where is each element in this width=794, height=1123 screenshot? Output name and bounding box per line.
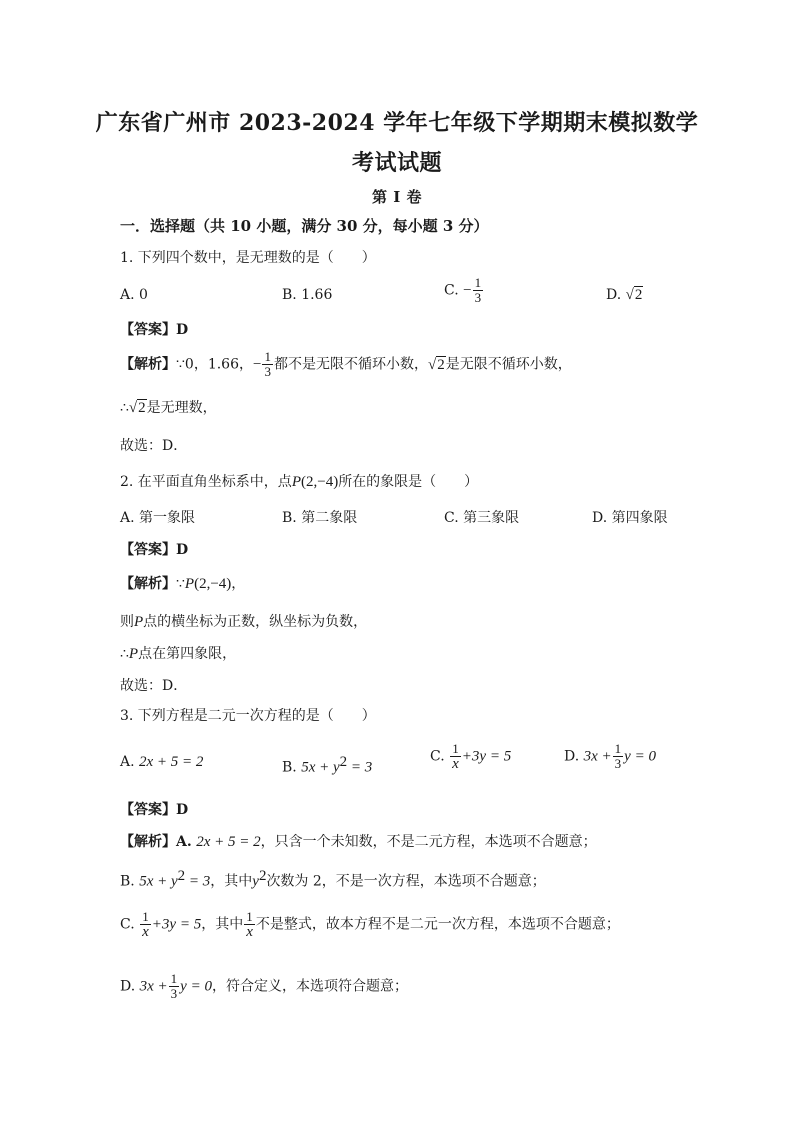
equation: 2x + 5 = 2: [196, 834, 261, 850]
q1-option-d-label: D.: [606, 287, 622, 303]
q3-explanation-c: [120, 910, 620, 939]
fraction: [262, 350, 273, 379]
equation: = 3: [347, 759, 373, 776]
q2-stem: [120, 472, 478, 492]
q3-explanation-d: [120, 972, 408, 1001]
equation: 2x + 5 = 2: [139, 754, 204, 770]
explanation-text: ∵0，1.66，: [176, 356, 253, 373]
q1-explanation-line1: [120, 350, 572, 379]
minus-sign: −: [253, 356, 262, 373]
document-title-line2: 考试试题: [351, 150, 442, 176]
q2-answer: 【答案】D: [120, 542, 189, 558]
explanation-text: ，其中: [201, 916, 244, 933]
q3-option-b-label: B.: [282, 759, 297, 776]
q1-choice: 故选：D．: [120, 438, 188, 454]
section-heading: 一．选择题（共 10 小题，满分 30 分，每小题 3 分）: [120, 217, 489, 235]
equation: = 3: [185, 873, 211, 890]
q3-option-a-label: A.: [120, 754, 135, 770]
q3-option-d-label: D.: [564, 748, 580, 765]
option-label: B.: [120, 873, 135, 890]
exponent: 2: [177, 868, 186, 884]
fraction: [450, 742, 461, 771]
therefore-symbol: ∴: [120, 646, 129, 662]
fraction: [244, 910, 255, 939]
equation: y = 0: [180, 978, 212, 995]
fraction-numerator: 1: [170, 971, 178, 986]
q2-explanation-line3: [120, 644, 236, 664]
fraction: [169, 972, 180, 1001]
q3-answer: 【答案】D: [120, 802, 189, 818]
therefore-symbol: ∴: [120, 400, 129, 416]
equation: 5x + y: [139, 873, 178, 890]
fraction-numerator: 1: [264, 349, 271, 364]
q1-option-d: [606, 285, 643, 305]
q1-option-c-label: C.: [444, 282, 459, 299]
explanation-text: ，: [231, 576, 246, 592]
q3-option-a: [120, 752, 203, 772]
explanation-text: 都不是无限不循环小数，: [273, 356, 428, 373]
fraction-denominator: 3: [474, 290, 482, 305]
sqrt-symbol: √2: [427, 356, 445, 373]
exponent: 2: [339, 754, 348, 770]
point-coordinates: (2,−4): [194, 576, 232, 592]
point-variable: P: [184, 576, 195, 592]
explanation-text: ，只含一个未知数，不是二元方程，本选项不合题意；: [260, 834, 597, 850]
q3-explanation-b: [120, 866, 546, 892]
fraction: [140, 910, 151, 939]
fraction-denominator: x: [452, 756, 459, 772]
q1-option-a: A. 0: [120, 287, 148, 303]
radicand: 2: [437, 356, 445, 373]
q2-option-b: B. 第二象限: [282, 510, 358, 526]
fraction-numerator: 1: [246, 909, 253, 924]
explanation-label: 【解析】A.: [120, 834, 192, 850]
q3-option-c: [430, 742, 511, 771]
explanation-text: 不是整式，故本方程不是二元一次方程，本选项不合题意；: [255, 916, 620, 933]
option-label: C.: [120, 916, 135, 933]
q2-choice: 故选：D．: [120, 678, 188, 694]
q2-explanation-line2: [120, 612, 367, 632]
fraction-denominator: 3: [170, 986, 178, 1001]
fraction-numerator: 1: [142, 909, 149, 924]
q3-explanation-a: [120, 832, 597, 852]
q3-option-c-label: C.: [430, 748, 445, 765]
variable: y: [252, 873, 259, 890]
equation: 3x +: [583, 748, 612, 765]
explanation-label: 【解析】: [120, 356, 176, 373]
fraction-numerator: 1: [614, 741, 622, 756]
q2-explanation-line1: [120, 574, 245, 594]
explanation-label: 【解析】: [120, 576, 176, 592]
q2-option-c: C. 第三象限: [444, 510, 520, 526]
q3-option-d: [564, 742, 656, 771]
explanation-text: 是无限不循环小数，: [445, 356, 572, 373]
explanation-text: 则: [120, 614, 134, 630]
q1-stem: 1. 下列四个数中，是无理数的是（ ）: [120, 250, 376, 266]
q2-option-a: A. 第一象限: [120, 510, 196, 526]
q3-stem: 3. 下列方程是二元一次方程的是（ ）: [120, 708, 376, 724]
exponent: 2: [258, 868, 267, 884]
explanation-text: 点的横坐标为正数，纵坐标为负数，: [143, 614, 368, 630]
radicand: 2: [634, 287, 643, 303]
fraction-numerator: 1: [474, 275, 482, 290]
q2-stem-text: 所在的象限是（ ）: [338, 474, 479, 490]
fraction-denominator: 3: [264, 364, 271, 379]
q1-option-b: B. 1.66: [282, 287, 333, 303]
equation: 5x + y: [301, 759, 340, 776]
q2-option-d: D. 第四象限: [592, 510, 668, 526]
equation: 3x +: [139, 978, 168, 995]
sqrt-symbol: √2: [128, 400, 146, 416]
q2-stem-text: 2. 在平面直角坐标系中，点: [120, 474, 292, 490]
option-label: D.: [120, 978, 136, 995]
equation: y = 0: [624, 748, 656, 765]
explanation-text: ，符合定义，本选项符合题意；: [211, 978, 408, 995]
fraction-denominator: x: [142, 924, 149, 940]
radicand: 2: [138, 400, 146, 416]
explanation-text: 是无理数，: [146, 400, 217, 416]
explanation-text: 点在第四象限，: [138, 646, 237, 662]
fraction: [473, 276, 484, 305]
explanation-text: ，其中: [210, 873, 253, 890]
minus-sign: −: [463, 282, 472, 299]
q1-explanation-line2: [120, 398, 217, 418]
point-coordinates: (2,−4): [300, 474, 339, 490]
explanation-text: 次数为 2，不是一次方程，本选项不合题意；: [266, 873, 546, 890]
q1-answer: 【答案】D: [120, 322, 189, 338]
point-variable: P: [128, 646, 139, 662]
equation: +3y = 5: [151, 916, 202, 933]
q3-option-b: [282, 752, 372, 778]
volume-heading: 第 I 卷: [372, 188, 422, 206]
point-variable: P: [134, 614, 144, 630]
fraction-denominator: 3: [614, 756, 622, 771]
point-variable: P: [291, 474, 301, 490]
sqrt-symbol: √2: [625, 287, 643, 303]
fraction-numerator: 1: [452, 741, 459, 756]
fraction: [613, 742, 624, 771]
equation: +3y = 5: [461, 748, 512, 765]
document-title-line1: 广东省广州市 2023-2024 学年七年级下学期期末模拟数学: [95, 110, 699, 136]
q1-option-c: [444, 276, 484, 305]
fraction-denominator: x: [246, 924, 253, 940]
because-symbol: ∵: [176, 576, 185, 592]
